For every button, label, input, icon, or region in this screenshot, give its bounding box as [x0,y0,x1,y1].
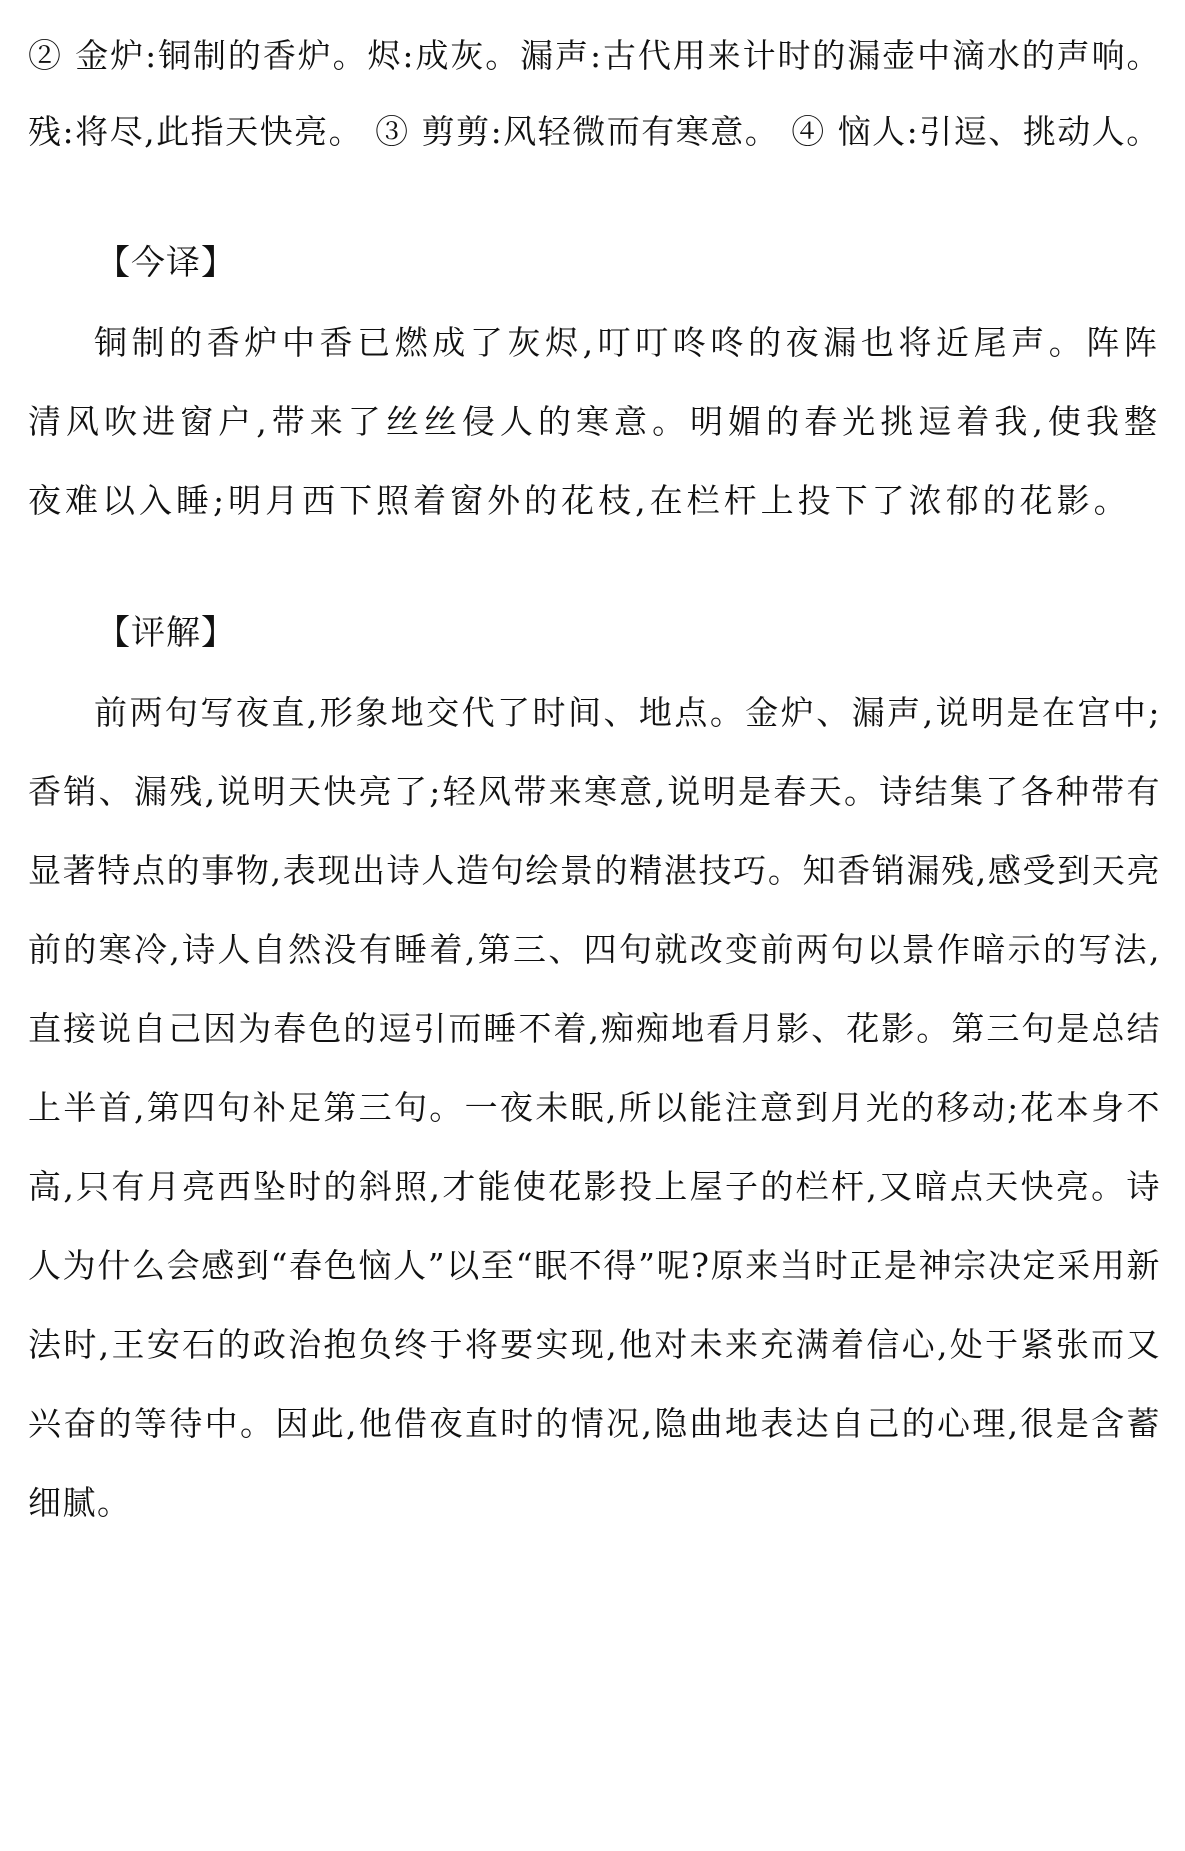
commentary-heading: 【评解】 [96,613,236,653]
translation-heading: 【今译】 [96,243,236,283]
translation-paragraph: 铜制的香炉中香已燃成了灰烬,叮叮咚咚的夜漏也将近尾声。阵阵清风吹进窗户,带来了丝丝侵人的寒意。明媚的春光挑逗着我,使我整夜难以入睡;明月西下照着窗外的花枝,在栏杆上投下了浓郁的花影。 [28,323,1161,520]
commentary-paragraph: 前两句写夜直,形象地交代了时间、地点。金炉、漏声,说明是在宫中;香销、漏残,说明天快亮了;轻风带来寒意,说明是春天。诗结集了各种带有显著特点的事物,表现出诗人造句绘景的精湛技巧。知香销漏残,感受到天亮前的寒冷,诗人自然没有睡着,第三、四句就改变前两句以景作暗示的写法,直接说自己因为春色的逗引而睡不着,痴痴地看月影、花影。第三句是总结上半首,第四句补足第三句。一夜未眠,所以能注意到月光的移动;花本身不高,只有月亮西坠时的斜照,才能使花影投上屋子的栏杆,又暗点天快亮。诗人为什么会感到“春色恼人”以至“眠不得”呢?原来当时正是神宗决定采用新法时,王安石的政治抱负终于将要实现,他对未来充满着信心,处于紧张而又兴奋的等待中。因此,他借夜直时的情况,隐曲地表达自己的心理,很是含蓄细腻。 [28,693,1161,1522]
footnotes-text: ② 金炉:铜制的香炉。烬:成灰。漏声:古代用来计时的漏壶中滴水的声响。残:将尽,此指天快亮。 ③ 剪剪:风轻微而有寒意。 ④ 恼人:引逗、挑动人。 [28,36,1161,151]
